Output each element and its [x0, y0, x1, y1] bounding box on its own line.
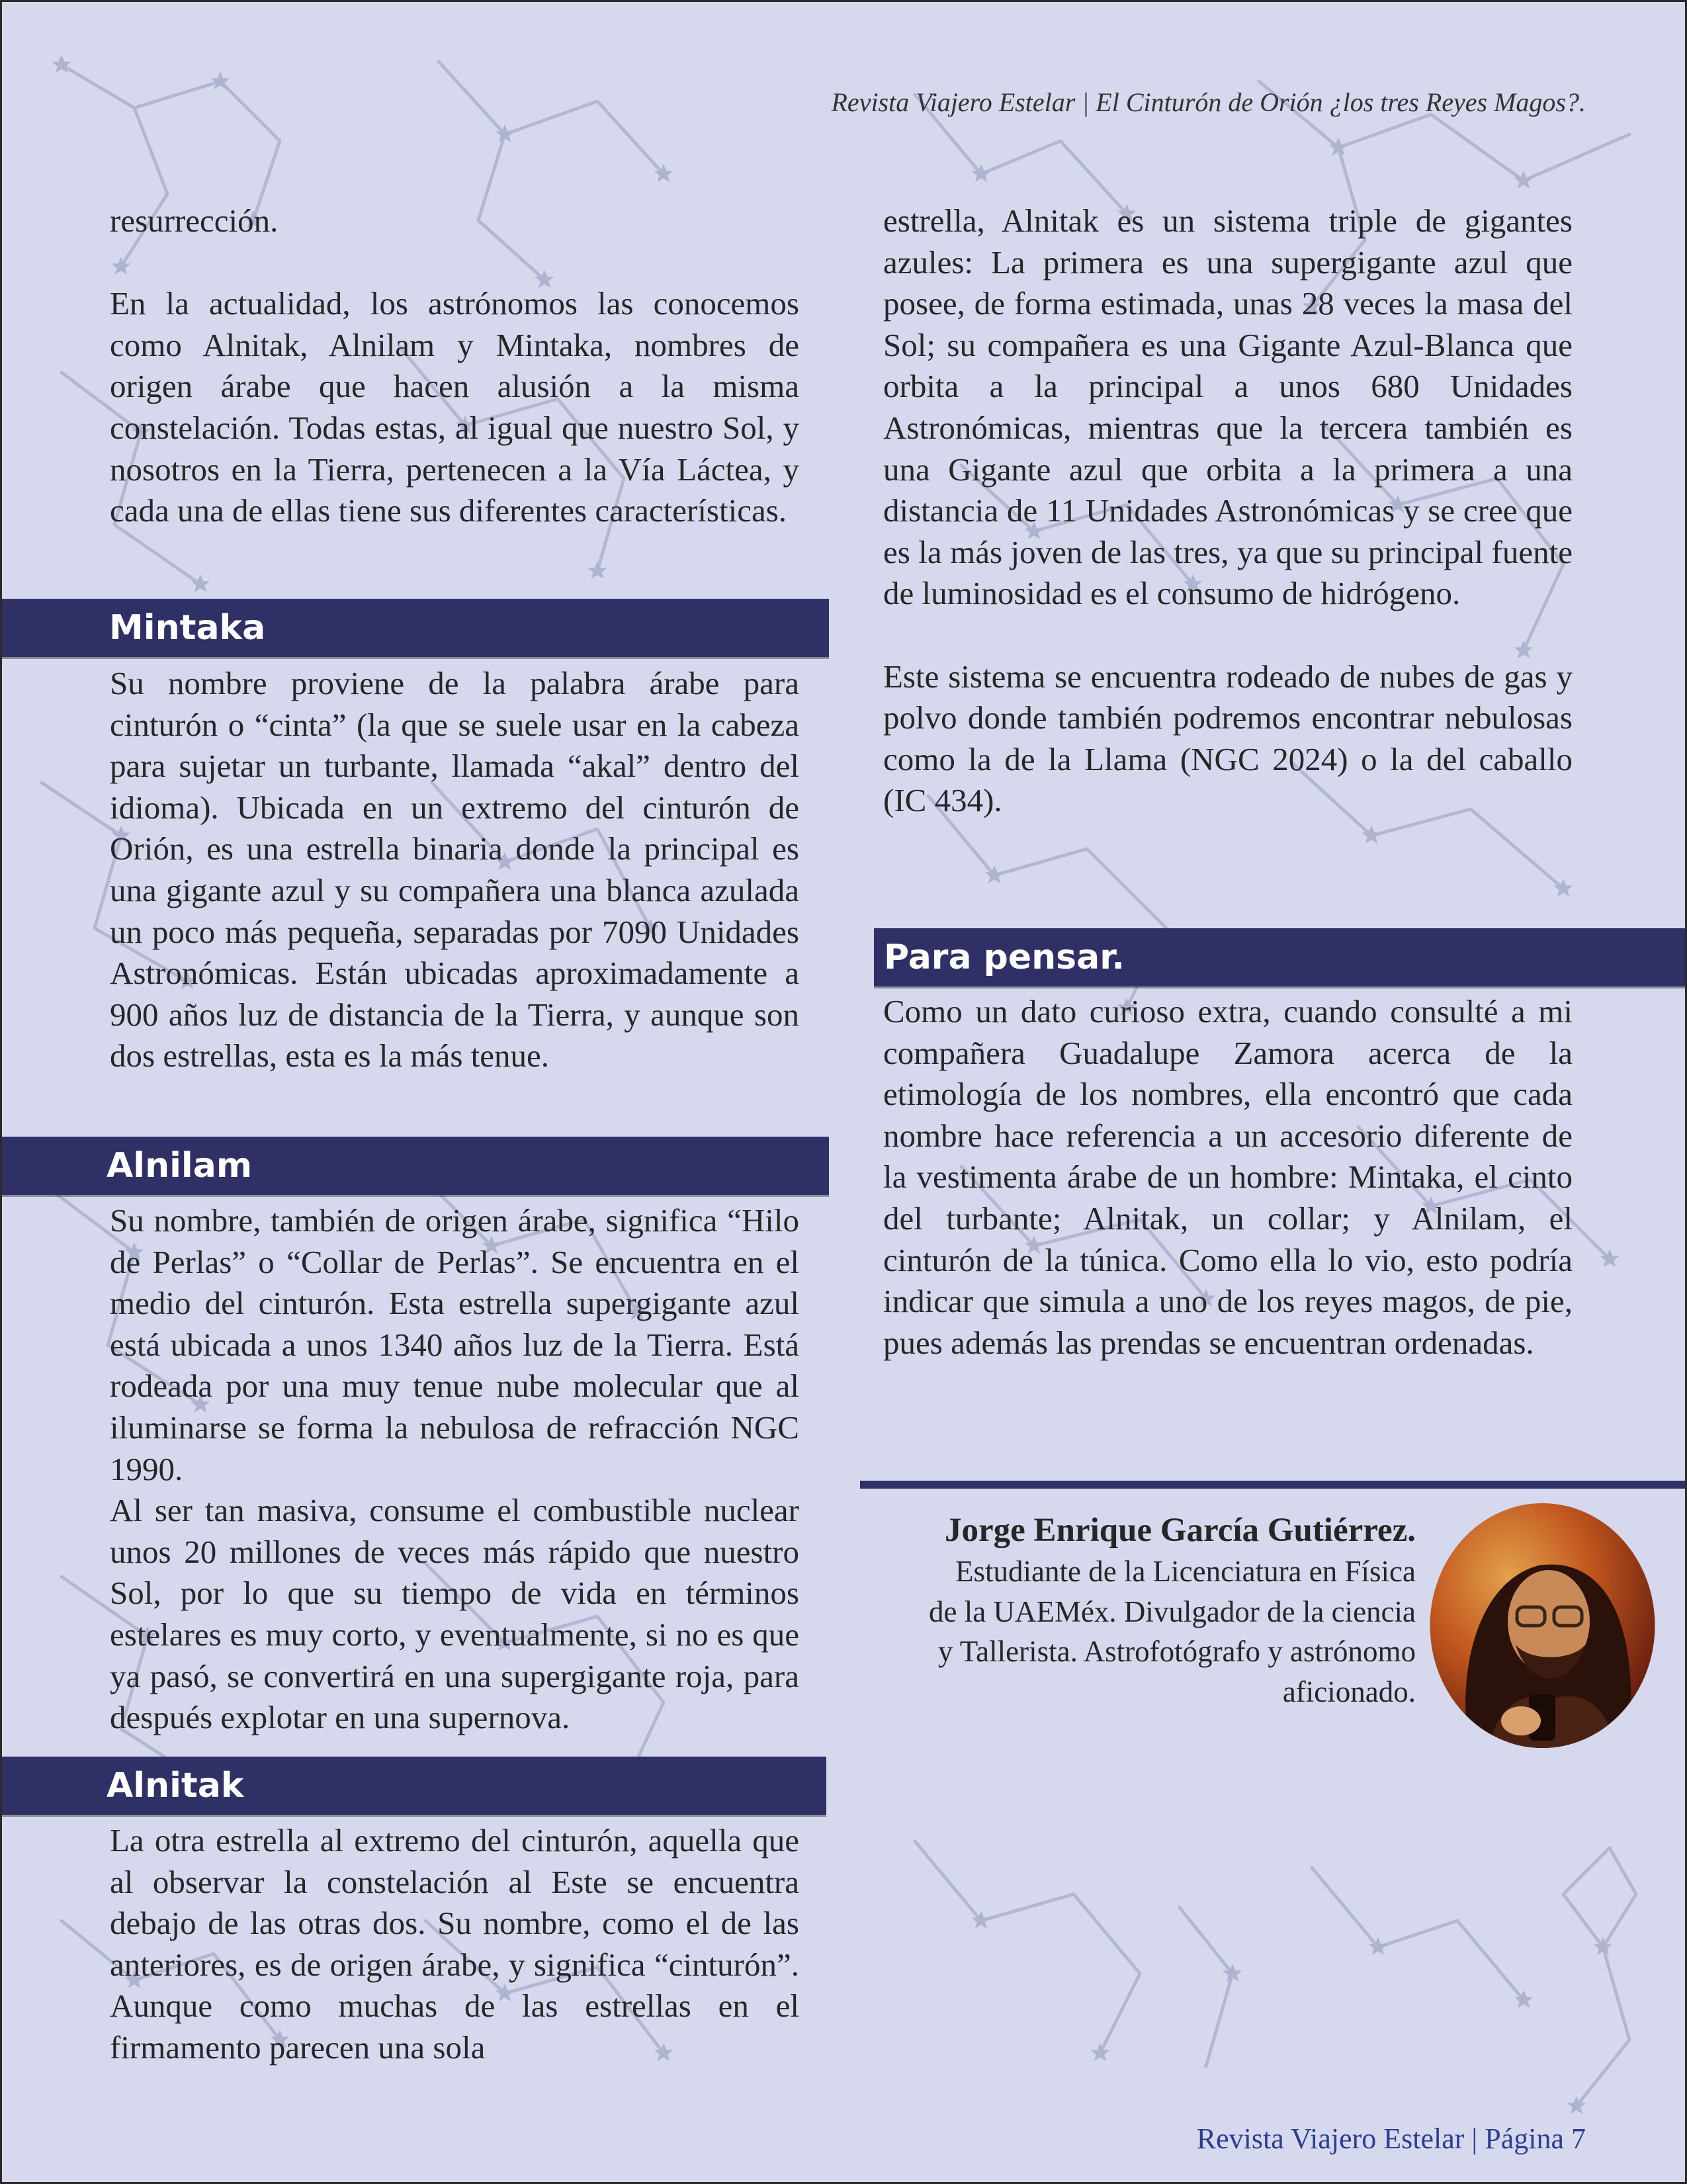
section-mintaka [110, 663, 799, 1077]
section-title-para-pensar: Para pensar. [884, 938, 1125, 977]
alnitak-nebulae: Este sistema se encuentra rodeado de nubes de gas y polvo donde también podremos encontrar nebulosas como la de la Llama (NGC 2024) o la del caballo (IC 434). [883, 658, 1573, 819]
section-title-alnitak: Alnitak [107, 1766, 244, 1806]
alnilam-body-2: Al ser tan masiva, consume el combustible nuclear unos 20 millones de veces más rápido que nuestro Sol, por lo que su tiempo de vida en términos estelares es muy corto, y eventualmente, si no es que ya pasó, se convertirá en una supergigante roja, para después explotar en una supernova. [110, 1492, 799, 1736]
intro-paragraph: En la actualidad, los astrónomos las conocemos como Alnitak, Alnilam y Mintaka, nombres de origen árabe que hacen alusión a la misma constelación. Todas estas, al igual que nuestro Sol, y nosotros en la Tierra, pertenecen a la Vía Láctea, y cada una de ellas tiene sus diferentes características. [110, 285, 799, 529]
alnilam-body-1: Su nombre, también de origen árabe, significa “Hilo de Perlas” o “Collar de Perlas”. Se encuentra en el medio del cinturón. Esta estrella supergigante azul está ubicada a unos 1340 años luz de la Tierra. Está rodeada por una muy tenue nube molecular que al iluminarse se forma la nebulosa de refracción NGC 1990. [110, 1202, 799, 1487]
running-head: Revista Viajero Estelar | El Cinturón de Orión ¿los tres Reyes Magos?. [831, 87, 1586, 117]
section-alnitak [110, 1820, 799, 2069]
mintaka-body: Su nombre proviene de la palabra árabe para cinturón o “cinta” (la que se suele usar en la cabeza para sujetar un turbante, llamada “akal” dentro del idioma). Ubicada en un extremo del cinturón de Orión, es una estrella binaria donde la principal es una gigante azul y su compañera una blanca azulada un poco más pequeña, separadas por 7090 Unidades Astronómicas. Están ubicadas aproximadamente a 900 años luz de distancia de la Tierra, y aunque son dos estrellas, esta es la más tenue. [110, 665, 799, 1074]
author-name: Jorge Enrique García Gutiérrez. [945, 1512, 1416, 1549]
author-bio-line: Estudiante de la Licenciatura en Física [955, 1555, 1416, 1588]
para-pensar-body: Como un dato curioso extra, cuando consulté a mi compañera Guadalupe Zamora acerca de la etimología de los nombres, ella encontró que cada nombre hace referencia a un accesorio diferente de la vestimenta árabe de un hombre: Mintaka, el cinto del turbante; Alnitak, un collar; y Alnilam, el cinturón de la túnica. Como ella lo vio, esto podría indicar que simula a uno de los reyes magos, de pie, pues además las prendas se encuentran ordenadas. [883, 993, 1573, 1361]
page-footer: Revista Viajero Estelar | Página 7 [1196, 2122, 1586, 2155]
author-portrait-icon [1430, 1503, 1655, 1749]
right-column-alnitak-continued [883, 200, 1573, 822]
left-column-intro [110, 200, 799, 532]
alnitak-body: La otra estrella al extremo del cinturón, aquella que al observar la constelación al Este se encuentra debajo de las otras dos. Su nombre, como el de las anteriores, es de origen árabe, y significa “cinturón”. Aunque como muchas de las estrellas en el firmamento parecen una sola [110, 1822, 799, 2066]
section-para-pensar [883, 991, 1573, 1364]
author-bio-line: de la UAEMéx. Divulgador de la ciencia [929, 1594, 1416, 1628]
intro-continuation: resurrección. [110, 202, 279, 239]
author-divider [860, 1481, 1687, 1489]
author-block [860, 1509, 1416, 1712]
section-alnilam [110, 1200, 799, 1739]
author-bio-line: aficionado. [1282, 1675, 1416, 1708]
section-title-alnilam: Alnilam [107, 1146, 253, 1186]
section-title-mintaka: Mintaka [109, 608, 266, 648]
author-bio-line: y Tallerista. Astrofotógrafo y astrónomo [937, 1635, 1416, 1668]
alnitak-continuation: estrella, Alnitak es un sistema triple de gigantes azules: La primera es una supergigante azul que posee, de forma estimada, unas 28 veces la masa del Sol; su compañera es una Gigante Azul-Blanca que orbita a la principal a unos 680 Unidades Astronómicas, mientras que la tercera también es una Gigante azul que orbita a la primera a una distancia de 11 Unidades Astronómicas y se cree que es la más joven de las tres, ya que su principal fuente de luminosidad es el consumo de hidrógeno. [883, 202, 1573, 612]
